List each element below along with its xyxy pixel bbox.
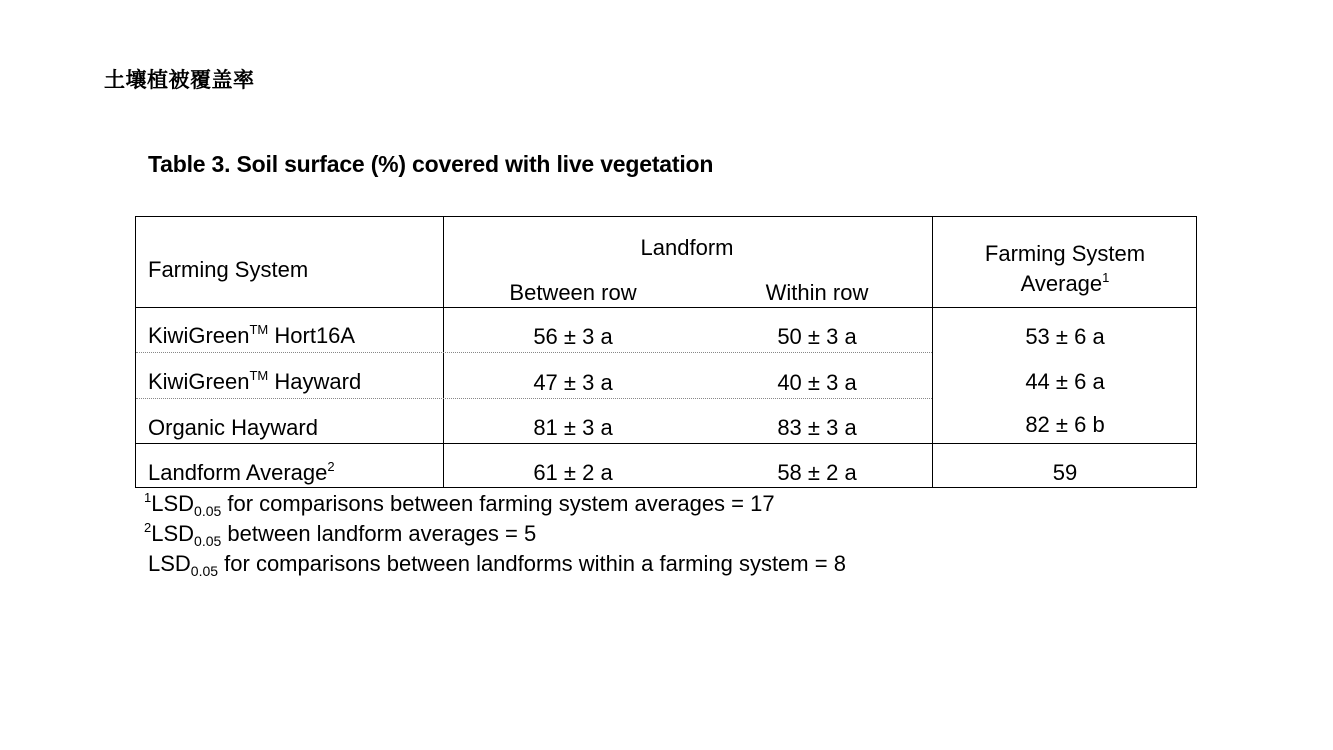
landform-average-label: Landform Average$^2$ [148, 459, 335, 485]
header-fs-average-line1: Farming System [984, 241, 1146, 266]
footnotes [144, 489, 846, 579]
landform-average-within-row: 58 ± 2 a [777, 460, 857, 485]
cell-average: 82 ± 6 b [1025, 412, 1105, 437]
footnote-3: $LSD_{0.05}$ for comparisons between landforms within a farming system = 8 [148, 551, 846, 579]
footnote-1: $^1LSD_{0.05}$ for comparisons between farming system averages = 17 [144, 490, 775, 519]
row-label: KiwiGreen™ Hayward [148, 368, 362, 394]
header-landform: Landform [640, 235, 734, 260]
row-label: Organic Hayward [148, 415, 318, 440]
cell-between-row: 47 ± 3 a [533, 370, 613, 395]
header-farming-system: Farming System [148, 257, 309, 282]
average-row-divider [136, 443, 1196, 444]
row-separator [136, 352, 932, 353]
column-divider [932, 217, 933, 487]
row-label: KiwiGreen™ Hort16A [148, 322, 356, 348]
cell-within-row: 83 ± 3 a [777, 415, 857, 440]
cell-average: 44 ± 6 a [1025, 369, 1105, 394]
cell-within-row: 50 ± 3 a [777, 324, 857, 349]
cell-within-row: 40 ± 3 a [777, 370, 857, 395]
header-within-row: Within row [765, 280, 869, 305]
cell-average: 53 ± 6 a [1025, 324, 1105, 349]
table-title: Table 3. Soil surface (%) covered with live vegetation [148, 151, 714, 177]
landform-average-between-row: 61 ± 2 a [533, 460, 613, 485]
data-table [135, 216, 1197, 488]
footnote-2: $^2LSD_{0.05}$ between landform averages = 5 [144, 520, 537, 549]
header-between-row: Between row [509, 280, 637, 305]
row-separator [136, 398, 932, 399]
overall-average: 59 [1052, 460, 1078, 485]
cell-between-row: 56 ± 3 a [533, 324, 613, 349]
page-heading: 土壤植被覆盖率 [104, 68, 255, 92]
header-fs-average-line2: Average$^1$ [1020, 270, 1110, 296]
cell-between-row: 81 ± 3 a [533, 415, 613, 440]
header-divider [136, 307, 1196, 308]
